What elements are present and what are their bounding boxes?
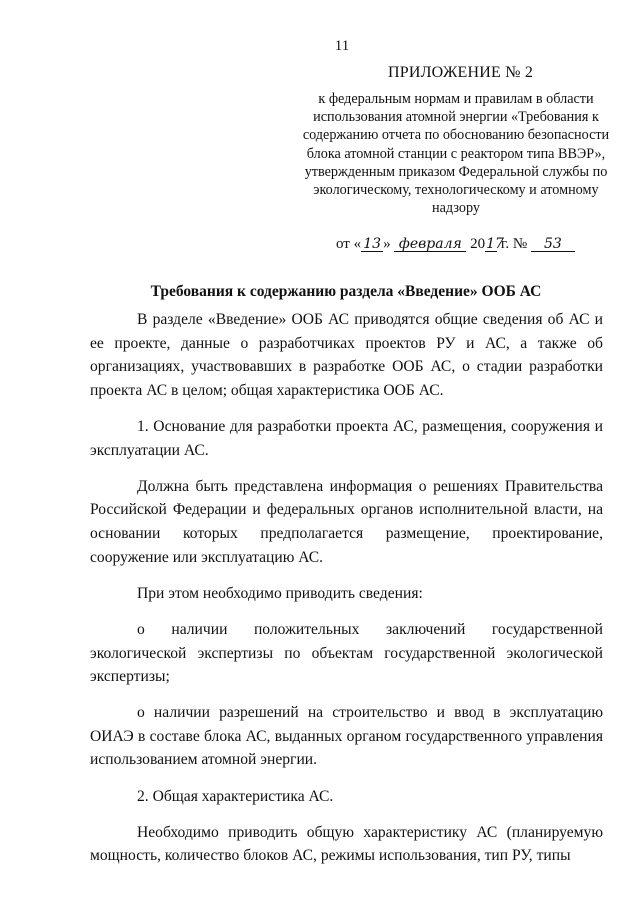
paragraph: о наличии разрешений на строительство и ввод в эксплуатацию ОИАЭ в составе блока АС, выданных органом государственного управления использованием атомной энергии. xyxy=(90,704,603,769)
paragraph: При этом необходимо приводить сведения: xyxy=(137,584,423,602)
appendix-title: ПРИЛОЖЕНИЕ № 2 xyxy=(388,64,534,81)
document-body xyxy=(90,308,603,881)
section-title: Требования к содержанию раздела «Введение» ООБ АС xyxy=(150,283,542,300)
approval-number-label: г. № xyxy=(500,236,528,252)
approval-year-suffix: 17 xyxy=(486,236,504,252)
paragraph: В разделе «Введение» ООБ АС приводятся общие сведения об АС и ее проекте, данные о разработчиках проектов РУ и АС, а также об организациях, участвовавших в разработке ООБ АС, о стадии разработки проекта АС в целом; общая характеристика ООБ АС. xyxy=(90,311,603,399)
paragraph: о наличии положительных заключений государственной экологической экспертизы по объектам государственной экологической экспертизы; xyxy=(90,620,603,686)
paragraph: Необходимо приводить общую характеристику АС (планируемую мощность, количество блоков АС, режимы использования, тип РУ, типы xyxy=(90,823,603,865)
paragraph: 2. Общая характеристика АС. xyxy=(137,787,334,805)
approval-year-prefix: 20 xyxy=(470,236,486,252)
paragraph: 1. Основание для разработки проекта АС, размещения, сооружения и эксплуатации АС. xyxy=(90,417,603,459)
approval-number: 53 xyxy=(531,237,575,252)
paragraph: Должна быть представлена информация о решениях Правительства Российской Федерации и федеральных органов исполнительной власти, на основании которых предполагается размещение, проектирование, сооружение или эксплуатацию АС. xyxy=(90,477,603,566)
approval-sep: » xyxy=(383,236,391,252)
approval-prefix: от « xyxy=(336,236,362,252)
approval-month: февраля xyxy=(394,237,466,252)
appendix-description: к федеральным нормам и правилам в области использования атомной энергии «Требования к содержанию отчета по обоснованию безопасности блока атомной станции с реактором типа ВВЭР», утвержденным приказом Федеральной службы по экологическому, технологическому и атомному надзору xyxy=(302,91,610,217)
page-number: 11 xyxy=(334,38,350,54)
approval-line xyxy=(336,236,575,253)
approval-day: 13 xyxy=(361,237,383,252)
